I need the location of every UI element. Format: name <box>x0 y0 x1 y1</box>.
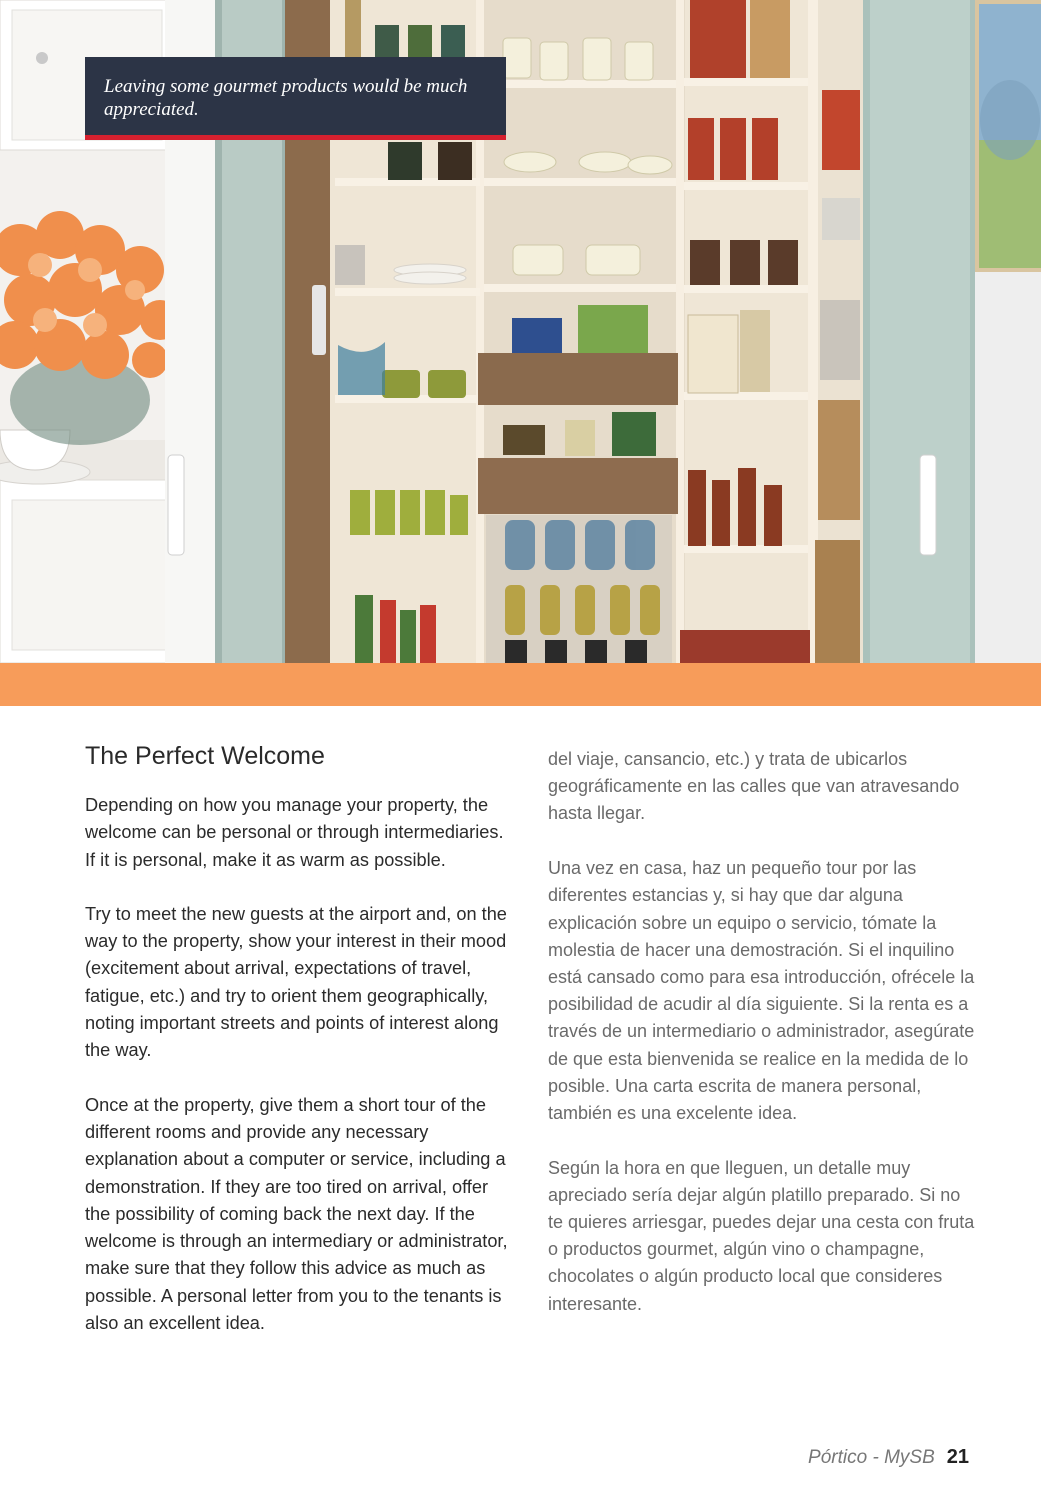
spanish-paragraph-2: Una vez en casa, haz un pequeño tour por las diferentes estancias y, si hay que dar alguna explicación sobre un equipo o servicio, tómate la molestia de hacer una demostración. Si el inquilino está cansado como para esa introducción, ofrécele la posibilidad de acudir al día siguiente. Si la renta es a través de un intermediario o administrador, asegúrate de que esta bienvenida se realice en la medida de lo posible. Una carta escrita de manera personal, también es una excelente idea. <box>548 858 975 1123</box>
accent-band <box>0 663 1041 706</box>
english-paragraph-2: Try to meet the new guests at the airport and, on the way to the property, show your interest in their mood (excitement about arrival, expectations of travel, fatigue, etc.) and try to orient them geographically, noting important streets and points of interest along the way. <box>85 903 507 1061</box>
spanish-paragraph-3: Según la hora en que lleguen, un detalle muy apreciado sería dejar algún platillo preparado. Si no te quieres arriesgar, puedes dejar una cesta con fruta o productos gourmet, algún vino o champagne, chocolates o algún producto local que consideres interesante. <box>548 1157 975 1314</box>
spanish-column <box>548 746 980 1345</box>
page-number: 21 <box>946 1446 969 1468</box>
photo-caption: Leaving some gourmet products would be much appreciated. <box>104 76 468 120</box>
english-paragraph-1: Depending on how you manage your property, the welcome can be personal or through intermediaries. If it is personal, make it as warm as possible. <box>85 795 504 870</box>
publication-name: Pórtico - MySB <box>808 1447 935 1468</box>
page-footer <box>808 1446 969 1474</box>
photo-caption-box <box>85 57 506 140</box>
english-column <box>85 740 510 1364</box>
article-heading: The Perfect Welcome <box>85 742 325 770</box>
spanish-paragraph-1: del viaje, cansancio, etc.) y trata de ubicarlos geográficamente en las calles que van atravesando hasta llegar. <box>548 749 960 824</box>
english-paragraph-3: Once at the property, give them a short tour of the different rooms and provide any necessary explanation about a computer or service, including a demonstration. If they are too tired on arrival, offer the possibility of coming back the next day. If the welcome is through an intermediary or administrator, make sure that they follow this advice as much as possible. A personal letter from you to the tenants is also an excellent idea. <box>85 1094 508 1334</box>
hero-photo <box>0 0 1041 663</box>
